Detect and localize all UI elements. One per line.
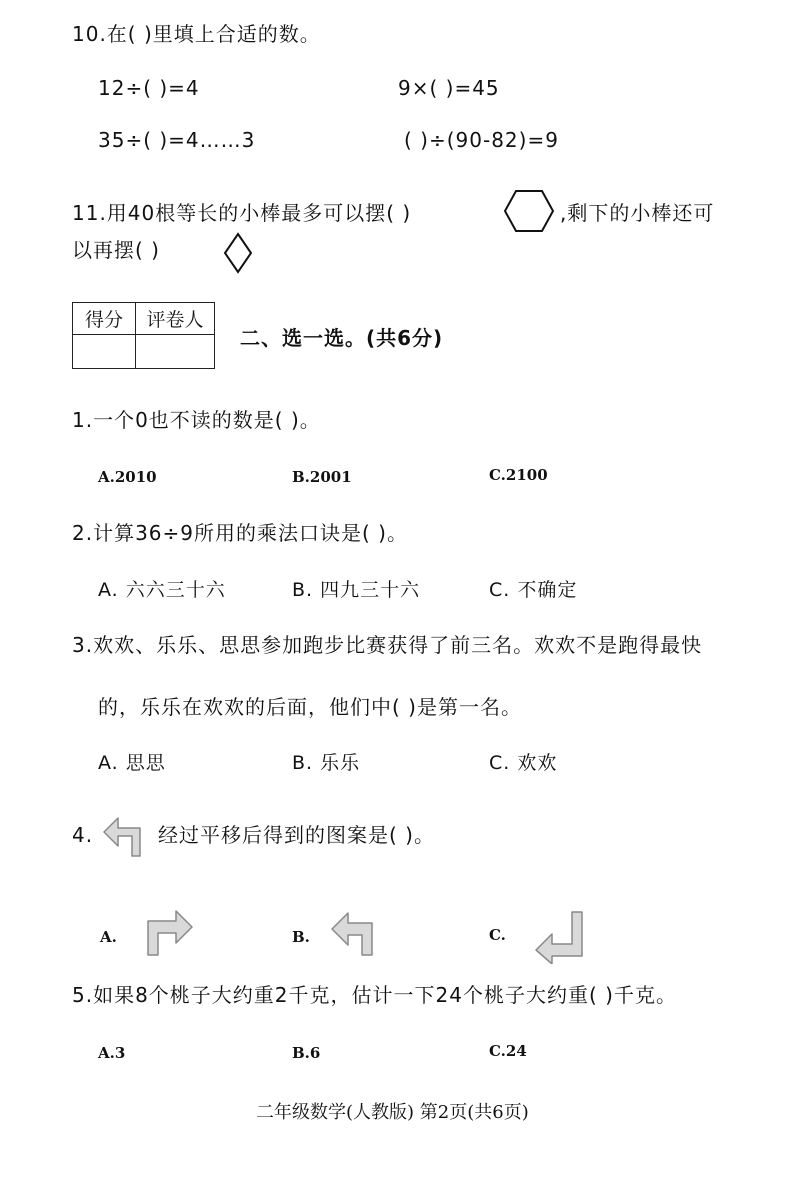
- q1-stem: 1.一个0也不读的数是( )。: [72, 408, 321, 432]
- grader-cell[interactable]: [136, 335, 215, 369]
- q11-line1a: 11.用40根等长的小棒最多可以摆( ): [72, 201, 412, 225]
- rhombus-icon: [222, 232, 254, 274]
- q11-line2: 以再摆( ): [72, 238, 160, 262]
- q1-option-b[interactable]: B.2001: [292, 468, 352, 486]
- q2-option-a[interactable]: A. 六六三十六: [98, 579, 226, 601]
- score-cell[interactable]: [73, 335, 136, 369]
- hexagon-icon: [503, 188, 555, 234]
- score-header: 得分: [73, 303, 136, 335]
- q11-line1b: ,剩下的小棒还可: [560, 201, 715, 225]
- q3-option-b[interactable]: B. 乐乐: [292, 752, 361, 774]
- q4-stem: 经过平移后得到的图案是( )。: [158, 823, 435, 847]
- q10-eq-3: 35÷( )=4……3: [98, 128, 256, 152]
- q5-option-a[interactable]: A.3: [98, 1044, 126, 1062]
- score-table: [72, 302, 215, 369]
- q1-option-a[interactable]: A.2010: [98, 468, 157, 486]
- q5-stem: 5.如果8个桃子大约重2千克，估计一下24个桃子大约重( )千克。: [72, 983, 677, 1007]
- section2-title: 二、选一选。(共6分): [240, 326, 444, 350]
- q4-stem-number: 4.: [72, 823, 94, 847]
- q5-option-b[interactable]: B.6: [292, 1044, 321, 1062]
- q3-stem-line1: 3.欢欢、乐乐、思思参加跑步比赛获得了前三名。欢欢不是跑得最快: [72, 633, 703, 657]
- q3-stem-line2: 的，乐乐在欢欢的后面，他们中( )是第一名。: [98, 695, 522, 719]
- arrow-up-right-icon: [144, 905, 196, 959]
- q10-eq-1: 12÷( )=4: [98, 76, 200, 100]
- q2-option-b[interactable]: B. 四九三十六: [292, 579, 421, 601]
- q10-eq-4: ( )÷(90-82)=9: [404, 128, 559, 152]
- q5-option-c[interactable]: C.24: [489, 1042, 527, 1060]
- arrow-down-left-icon: [532, 908, 586, 964]
- grader-header: 评卷人: [136, 303, 215, 335]
- arrow-up-left-icon: [328, 905, 380, 959]
- q3-option-c[interactable]: C. 欢欢: [489, 752, 558, 774]
- bent-arrow-icon: [100, 808, 152, 860]
- q10-title: 10.在( )里填上合适的数。: [72, 22, 321, 46]
- q2-option-c[interactable]: C. 不确定: [489, 579, 578, 601]
- q4-option-a[interactable]: A.: [100, 928, 117, 946]
- q4-option-b[interactable]: B.: [292, 928, 310, 946]
- q3-option-a[interactable]: A. 思思: [98, 752, 166, 774]
- q1-option-c[interactable]: C.2100: [489, 466, 548, 484]
- q2-stem: 2.计算36÷9所用的乘法口诀是( )。: [72, 521, 408, 545]
- page-footer: 二年级数学(人教版) 第2页(共6页): [256, 1102, 529, 1123]
- q10-eq-2: 9×( )=45: [398, 76, 500, 100]
- q4-option-c[interactable]: C.: [489, 926, 506, 944]
